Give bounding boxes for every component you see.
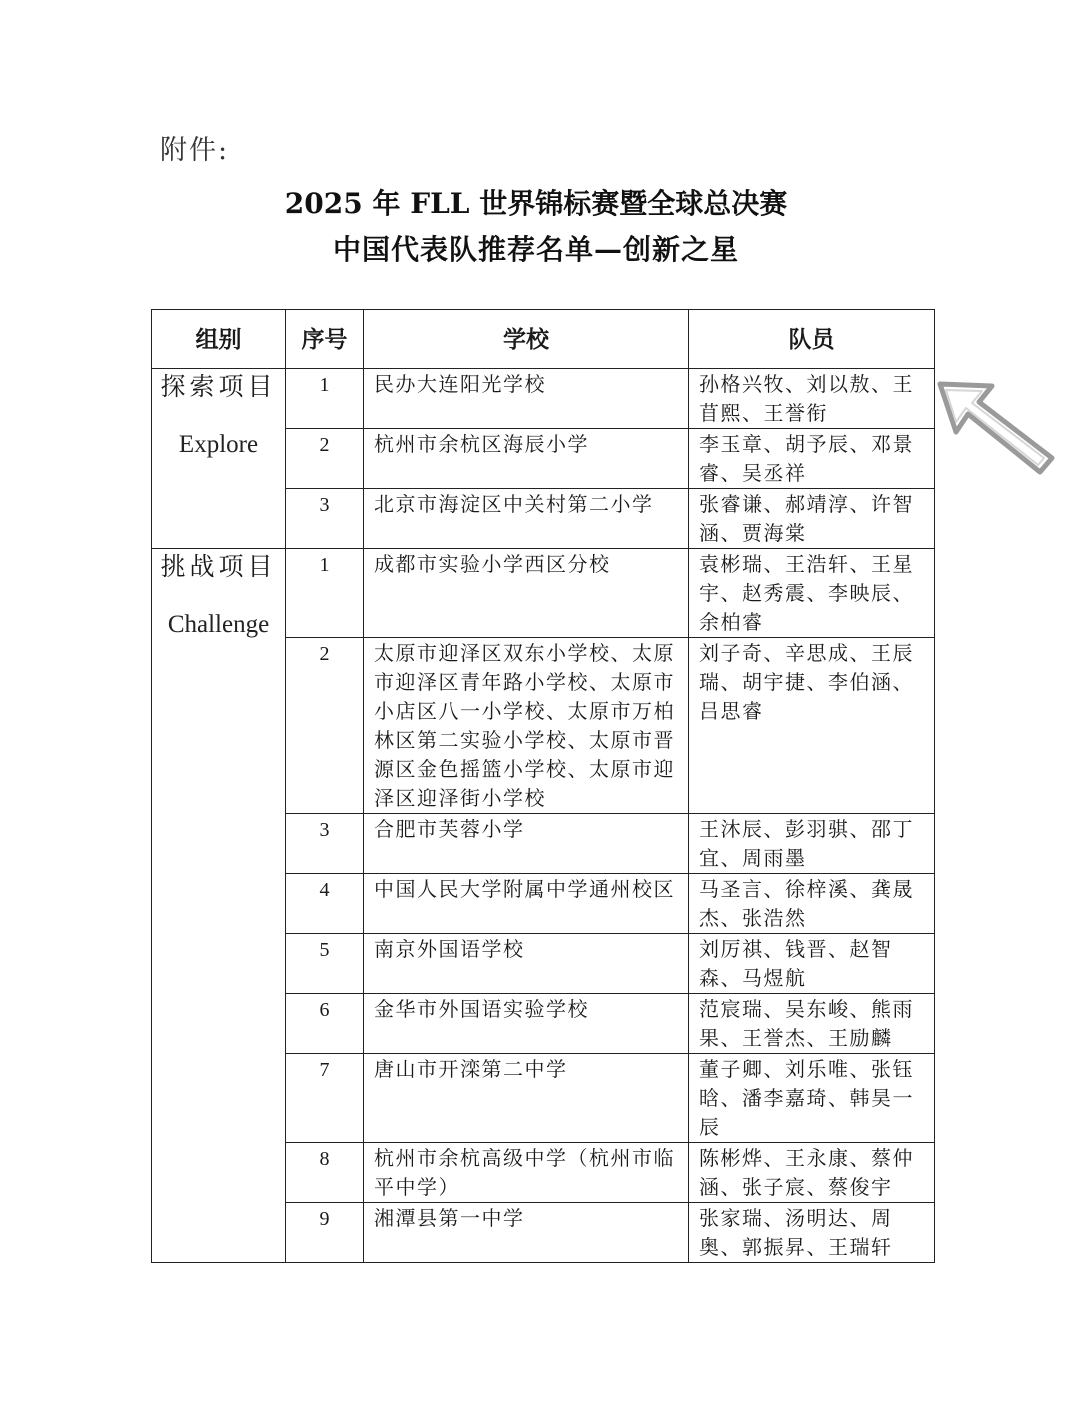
school-cell: 太原市迎泽区双东小学校、太原市迎泽区青年路小学校、太原市小店区八一小学校、太原市万柏林区第二实验小学校、太原市晋源区金色摇篮小学校、太原市迎泽区迎泽街小学校: [364, 638, 689, 814]
school-cell: 北京市海淀区中关村第二小学: [364, 489, 689, 549]
cursor-arrow-icon: [932, 372, 1062, 482]
document-title-line-2: 中国代表队推荐名单—创新之星: [332, 233, 739, 266]
school-cell: 民办大连阳光学校: [364, 369, 689, 429]
group-name-zh: 探索项目: [160, 372, 277, 401]
header-members: 队员: [689, 310, 935, 369]
seq-cell: 9: [286, 1203, 364, 1263]
seq-cell: 4: [286, 874, 364, 934]
table-row: [152, 369, 935, 429]
members-cell: 袁彬瑞、王浩轩、王星宇、赵秀震、李映辰、余柏睿: [689, 549, 935, 638]
members-cell: 刘厉祺、钱晋、赵智森、马煜航: [689, 934, 935, 994]
seq-cell: 6: [286, 994, 364, 1054]
group-cell-explore: [152, 369, 286, 549]
school-cell: 成都市实验小学西区分校: [364, 549, 689, 638]
members-cell: 马圣言、徐梓溪、龚晟杰、张浩然: [689, 874, 935, 934]
seq-cell: 1: [286, 369, 364, 429]
group-name-en: Challenge: [167, 611, 270, 638]
members-cell: 刘子奇、辛思成、王辰瑞、胡宇捷、李伯涵、吕思睿: [689, 638, 935, 814]
table-row: [152, 549, 935, 638]
group-name-en: Explore: [178, 431, 259, 458]
seq-cell: 5: [286, 934, 364, 994]
members-cell: 张睿谦、郝靖淳、许智涵、贾海棠: [689, 489, 935, 549]
members-cell: 李玉章、胡予辰、邓景睿、吴丞祥: [689, 429, 935, 489]
school-cell: 杭州市余杭区海辰小学: [364, 429, 689, 489]
seq-cell: 3: [286, 489, 364, 549]
members-cell: 王沐辰、彭羽骐、邵丁宜、周雨墨: [689, 814, 935, 874]
attachment-label: 附件:: [160, 135, 230, 166]
seq-cell: 2: [286, 638, 364, 814]
school-cell: 湘潭县第一中学: [364, 1203, 689, 1263]
members-cell: 董子卿、刘乐唯、张钰晗、潘李嘉琦、韩昊一辰: [689, 1054, 935, 1143]
group-name-zh: 挑战项目: [160, 552, 277, 581]
roster-table: [151, 309, 935, 1263]
header-seq: 序号: [286, 310, 364, 369]
seq-cell: 3: [286, 814, 364, 874]
seq-cell: 7: [286, 1054, 364, 1143]
school-cell: 杭州市余杭高级中学（杭州市临平中学）: [364, 1143, 689, 1203]
members-cell: 张家瑞、汤明达、周奥、郭振昇、王瑞轩: [689, 1203, 935, 1263]
seq-cell: 8: [286, 1143, 364, 1203]
cursor-arrow-outline: [940, 384, 1052, 472]
members-cell: 范宸瑞、吴东峻、熊雨果、王誉杰、王励麟: [689, 994, 935, 1054]
group-cell-challenge: [152, 549, 286, 1263]
table-header-row: [152, 310, 935, 369]
header-group: 组别: [152, 310, 286, 369]
school-cell: 合肥市芙蓉小学: [364, 814, 689, 874]
seq-cell: 1: [286, 549, 364, 638]
school-cell: 金华市外国语实验学校: [364, 994, 689, 1054]
document-title-line-1: 2025 年 FLL 世界锦标赛暨全球总决赛: [284, 187, 788, 220]
members-cell: 陈彬烨、王永康、蔡仲涵、张子宸、蔡俊宇: [689, 1143, 935, 1203]
school-cell: 唐山市开滦第二中学: [364, 1054, 689, 1143]
school-cell: 中国人民大学附属中学通州校区: [364, 874, 689, 934]
header-school: 学校: [364, 310, 689, 369]
seq-cell: 2: [286, 429, 364, 489]
school-cell: 南京外国语学校: [364, 934, 689, 994]
members-cell: 孙格兴牧、刘以敖、王苜熙、王誉衔: [689, 369, 935, 429]
